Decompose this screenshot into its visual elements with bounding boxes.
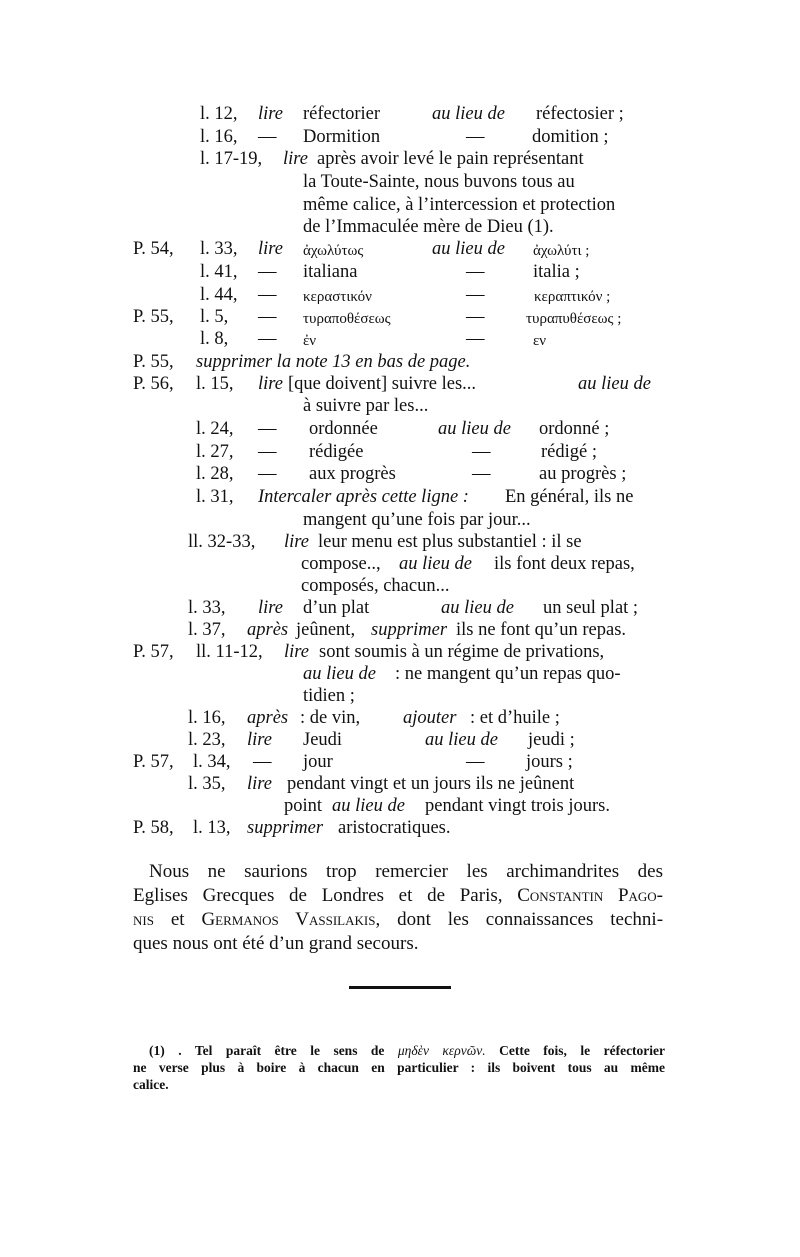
ack-line-4: ques nous ont été d’un grand secours.: [133, 933, 419, 954]
correct-reading: jour: [303, 752, 333, 772]
footnote-line-2: ne verse plus à boire à chacun en particulier : ils boivent tous au même: [133, 1060, 665, 1075]
wrong-reading: jours ;: [526, 752, 573, 772]
instruction-lire: lire: [283, 149, 309, 169]
wrong-reading: domition ;: [532, 127, 609, 147]
reference-word: jeûnent,: [296, 620, 356, 640]
line-ref: l. 33,: [188, 598, 226, 618]
wrong-reading: ordonné ;: [539, 419, 610, 439]
line-ref: l. 33,: [200, 239, 238, 259]
deleted-text: ils ne font qu’un repas.: [456, 620, 627, 640]
ack-text: et: [170, 909, 185, 930]
ditto-dash: —: [466, 329, 485, 349]
correct-text-continued: point: [284, 796, 323, 816]
insert-text: En général, ils ne: [505, 487, 634, 507]
correct-reading: italiana: [303, 262, 358, 282]
name-constantin-pagonis-end: nis: [133, 909, 154, 930]
wrong-reading-greek: τυραπυθέσεως ;: [526, 311, 622, 327]
ack-line-3: [133, 908, 663, 932]
correct-text-continued: de l’Immaculée mère de Dieu (1).: [303, 217, 554, 237]
added-text: : et d’huile ;: [470, 708, 560, 728]
ditto-dash: —: [466, 262, 485, 282]
ditto-dash: —: [466, 285, 485, 305]
wrong-reading-greek: ἀχωλύτι ;: [533, 243, 590, 259]
ditto-dash: —: [466, 307, 485, 327]
line-ref: l. 24,: [196, 419, 234, 439]
correct-reading: Dormition: [303, 127, 381, 147]
instruction-apres: après: [247, 620, 289, 640]
instruction-au-lieu-de: au lieu de: [432, 104, 505, 124]
page-ref: P. 56,: [133, 374, 174, 394]
wrong-reading: jeudi ;: [528, 730, 575, 750]
instruction-au-lieu-de: au lieu de: [399, 554, 472, 574]
page-ref: P. 55,: [133, 352, 174, 372]
line-ref: l. 44,: [200, 285, 238, 305]
ditto-dash: —: [258, 307, 277, 327]
instruction-supprimer: supprimer: [247, 818, 324, 838]
correct-reading: rédigée: [309, 442, 364, 462]
footnote-line-3: calice.: [133, 1077, 169, 1092]
correct-reading-greek: κεραστικόν: [303, 289, 372, 305]
line-ref: l. 8,: [200, 329, 229, 349]
separator-rule: [349, 986, 451, 989]
page-ref: P. 58,: [133, 818, 174, 838]
correct-text-continued: même calice, à l’intercession et protection: [303, 195, 616, 215]
deleted-text: aristocratiques.: [338, 818, 451, 838]
correct-reading: aux progrès: [309, 464, 396, 484]
instruction-au-lieu-de: au lieu de: [425, 730, 498, 750]
acknowledgment-paragraph: [133, 860, 663, 956]
instruction-lire: lire: [247, 774, 273, 794]
footnote-line-1: [133, 1042, 665, 1059]
wrong-reading: réfectosier ;: [536, 104, 624, 124]
correct-reading: [que doivent] suivre les...: [288, 374, 477, 394]
ditto-dash: —: [466, 752, 485, 772]
ditto-dash: —: [258, 329, 277, 349]
page-ref: P. 57,: [133, 642, 174, 662]
wrong-reading: à suivre par les...: [303, 396, 429, 416]
correct-text-continued: la Toute-Sainte, nous buvons tous au: [303, 172, 575, 192]
correct-reading: ordonnée: [309, 419, 378, 439]
wrong-reading-greek: κεραπτικόν ;: [534, 289, 611, 305]
instruction-au-lieu-de: au lieu de: [441, 598, 514, 618]
ack-line-1: Nous ne saurions trop remercier les archimandrites des: [149, 861, 663, 882]
line-ref: l. 16,: [188, 708, 226, 728]
page-ref: P. 54,: [133, 239, 174, 259]
instruction-au-lieu-de: au lieu de: [303, 664, 376, 684]
page-ref: P. 55,: [133, 307, 174, 327]
instruction-lire: lire: [247, 730, 273, 750]
wrong-text: ils font deux repas,: [494, 554, 635, 574]
line-ref: l. 31,: [196, 487, 234, 507]
ditto-dash: —: [258, 127, 277, 147]
footnote: [133, 1042, 665, 1093]
correct-text: sont soumis à un régime de privations,: [319, 642, 605, 662]
wrong-text: pendant vingt trois jours.: [425, 796, 610, 816]
correct-reading: réfectorier: [303, 104, 381, 124]
correct-reading: Jeudi: [303, 730, 343, 750]
correct-reading: d’un plat: [303, 598, 370, 618]
name-germanos-vassilakis: Germanos Vassilakis,: [201, 909, 381, 930]
page-ref: P. 57,: [133, 752, 174, 772]
ack-line-2: [133, 884, 663, 908]
instruction-au-lieu-de: au lieu de: [332, 796, 405, 816]
line-ref: l. 17-19,: [200, 149, 263, 169]
instruction-lire: lire: [258, 598, 284, 618]
ditto-dash: —: [258, 285, 277, 305]
footnote-text: . Tel paraît être le sens de: [178, 1043, 385, 1058]
wrong-reading: rédigé ;: [541, 442, 597, 462]
instruction-lire: lire: [258, 104, 284, 124]
wrong-reading: au progrès ;: [539, 464, 627, 484]
footnote-text: Cette fois, le réfectorier: [499, 1043, 666, 1058]
line-ref: l. 37,: [188, 620, 226, 640]
wrong-reading: italia ;: [533, 262, 580, 282]
correct-text: après avoir levé le pain représentant: [317, 149, 584, 169]
wrong-reading-greek: εν: [533, 333, 547, 349]
wrong-text: : ne mangent qu’un repas quo-: [395, 664, 621, 684]
line-ref: l. 28,: [196, 464, 234, 484]
correct-reading-greek: ἐν: [303, 333, 317, 349]
ditto-dash: —: [253, 752, 272, 772]
insert-text-continued: mangent qu’une fois par jour...: [303, 510, 531, 530]
name-constantin-pagonis: Constantin Pago-: [517, 885, 664, 906]
line-ref: l. 34,: [193, 752, 231, 772]
correct-text-continued: compose..,: [301, 554, 381, 574]
ditto-dash: —: [472, 464, 491, 484]
instruction-lire: lire: [284, 532, 310, 552]
ditto-dash: —: [258, 419, 277, 439]
line-ref: ll. 11-12,: [196, 642, 263, 662]
wrong-text-continued: composés, chacun...: [301, 576, 450, 596]
instruction-ajouter: ajouter: [403, 708, 457, 728]
instruction-au-lieu-de: au lieu de: [432, 239, 505, 259]
line-ref: l. 12,: [200, 104, 238, 124]
ack-text: Eglises Grecques de Londres et de Paris,: [133, 885, 503, 906]
wrong-text-continued: tidien ;: [303, 686, 355, 706]
correct-text: leur menu est plus substantiel : il se: [318, 532, 582, 552]
reference-word: : de vin,: [300, 708, 361, 728]
wrong-reading: un seul plat ;: [543, 598, 639, 618]
instruction-lire: lire: [258, 239, 284, 259]
ditto-dash: —: [258, 464, 277, 484]
footnote-mark: (1): [149, 1043, 165, 1058]
line-ref: l. 23,: [188, 730, 226, 750]
line-ref: l. 16,: [200, 127, 238, 147]
line-ref: l. 27,: [196, 442, 234, 462]
ditto-dash: —: [258, 442, 277, 462]
ack-text: dont les connaissances techni-: [397, 909, 664, 930]
line-ref: ll. 32-33,: [188, 532, 256, 552]
correct-reading-greek: ἀχωλύτως: [303, 243, 364, 259]
ditto-dash: —: [472, 442, 491, 462]
instruction-apres: après: [247, 708, 289, 728]
ditto-dash: —: [258, 262, 277, 282]
instruction-text: supprimer la note 13 en bas de page.: [196, 352, 471, 372]
correct-text: pendant vingt et un jours ils ne jeûnent: [287, 774, 575, 794]
instruction-au-lieu-de: au lieu de: [578, 374, 651, 394]
footnote-greek: μηδὲν κερνῶν.: [397, 1043, 486, 1058]
instruction-lire: lire: [258, 374, 284, 394]
ditto-dash: —: [466, 127, 485, 147]
instruction-lire: lire: [284, 642, 310, 662]
instruction-text: Intercaler après cette ligne :: [258, 487, 469, 507]
instruction-supprimer: supprimer: [371, 620, 448, 640]
line-ref: l. 35,: [188, 774, 226, 794]
correct-reading-greek: τυραποθέσεως: [303, 311, 391, 327]
line-ref: l. 5,: [200, 307, 229, 327]
line-ref: l. 13,: [193, 818, 231, 838]
line-ref: l. 15,: [196, 374, 234, 394]
line-ref: l. 41,: [200, 262, 238, 282]
instruction-au-lieu-de: au lieu de: [438, 419, 511, 439]
